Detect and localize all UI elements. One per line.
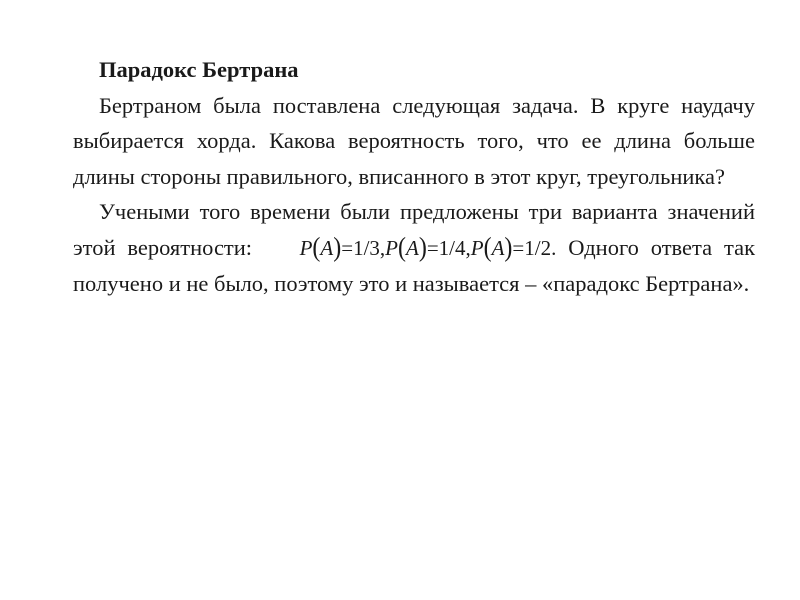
paragraph-answers-intro: Учеными того времени были предложены три варианта значений этой вероятности: <box>73 199 755 260</box>
formula-a-2: A <box>406 235 419 260</box>
formula-p-3: P <box>470 235 484 260</box>
formula-p-1: P <box>299 235 313 260</box>
formula-value-1: 1/3 <box>353 235 380 260</box>
probability-formula: P(A)=1/3,P(A)=1/4,P(A)=1/2. <box>299 232 557 263</box>
paragraph-answers <box>73 194 755 302</box>
formula-value-3: 1/2 <box>524 235 552 260</box>
paragraph-answers-outro: Одного ответа так получено и не было, поэтому это и называется – «парадокс Бертрана». <box>73 234 756 296</box>
formula-a-3: A <box>491 235 505 260</box>
formula-p-2: P <box>385 235 398 260</box>
paragraph-problem: Бертраном была поставлена следующая задача. В круге наудачу выбирается хорда. Какова вероятность того, что ее длина больше длины стороны правильного, вписанного в этот круг, треугольника? <box>73 92 755 189</box>
document-body <box>73 52 755 302</box>
formula-value-2: 1/4 <box>438 235 466 260</box>
document-title: Парадокс Бертрана <box>99 57 299 82</box>
formula-a-1: A <box>320 235 334 260</box>
